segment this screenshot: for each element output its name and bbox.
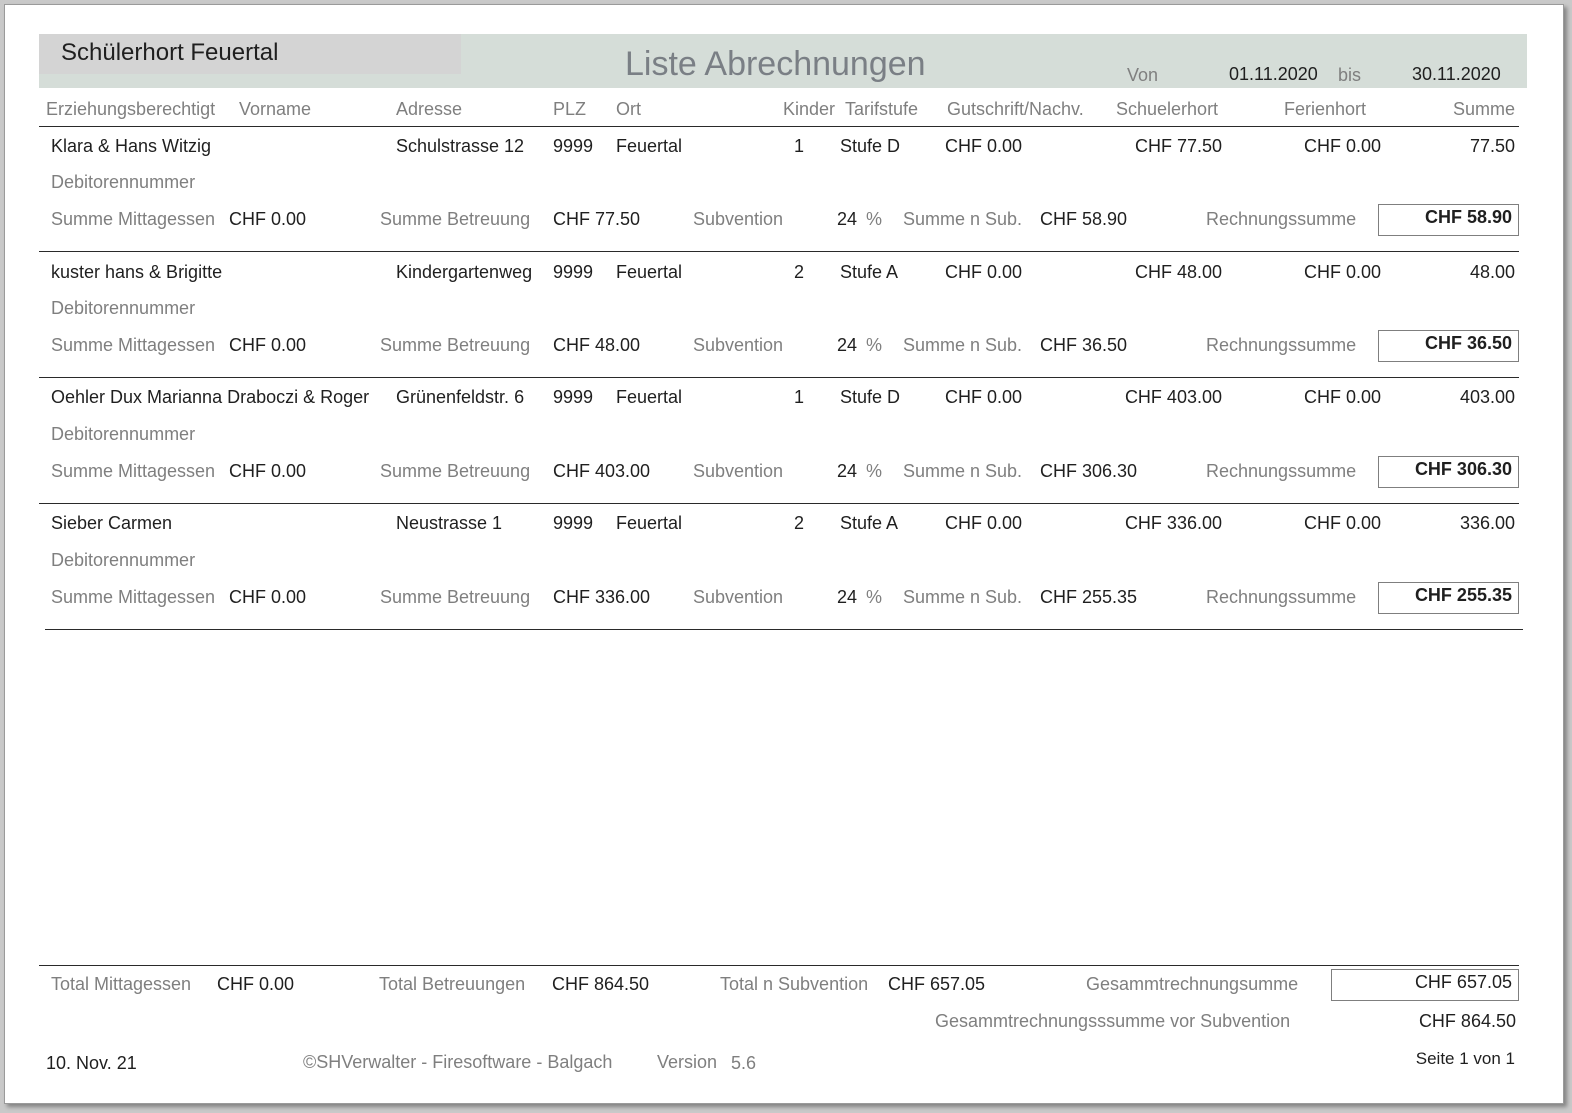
debitorennummer-label: Debitorennummer	[51, 172, 196, 192]
record-name: kuster hans & Brigitte	[51, 262, 223, 282]
record-schuelerhort: CHF 77.50	[1134, 136, 1222, 156]
totals-rule	[39, 965, 1519, 966]
subvention-label: Subvention	[693, 461, 784, 481]
record-ferienhort: CHF 0.00	[1304, 262, 1382, 282]
summe-betreuung-value: CHF 48.00	[553, 335, 641, 355]
rechnungssumme-value: CHF 36.50	[1378, 330, 1519, 362]
summe-mittagessen-label: Summe Mittagessen	[51, 461, 216, 481]
version-number: 5.6	[731, 1053, 757, 1073]
von-label: Von	[1127, 65, 1159, 85]
total-mittagessen-value: CHF 0.00	[217, 974, 295, 994]
print-date: 10. Nov. 21	[46, 1053, 137, 1073]
record-name: Sieber Carmen	[51, 513, 173, 533]
summe-betreuung-value: CHF 336.00	[553, 587, 651, 607]
rechnungssumme-label: Rechnungssumme	[1206, 209, 1357, 229]
copyright: ©SHVerwalter - Firesoftware - Balgach	[303, 1052, 613, 1072]
summe-betreuung-label: Summe Betreuung	[380, 209, 531, 229]
rechnungssumme-label: Rechnungssumme	[1206, 335, 1357, 355]
page-number: Seite 1 von 1	[1415, 1049, 1515, 1068]
summe-mittagessen-label: Summe Mittagessen	[51, 335, 216, 355]
version-label: Version	[657, 1052, 718, 1072]
debitorennummer-label: Debitorennummer	[51, 424, 196, 444]
record-adresse: Kindergartenweg	[396, 262, 533, 282]
summe-mittagessen-value: CHF 0.00	[229, 209, 307, 229]
total-betreuungen-value: CHF 864.50	[552, 974, 650, 994]
subvention-label: Subvention	[693, 335, 784, 355]
gesamt-vor-sub-value: CHF 864.50	[1418, 1011, 1516, 1031]
report-title: Liste Abrechnungen	[625, 45, 926, 83]
debitorennummer-label: Debitorennummer	[51, 550, 196, 570]
summe-betreuung-label: Summe Betreuung	[380, 461, 531, 481]
record-name: Klara & Hans Witzig	[51, 136, 212, 156]
col-erziehungsberechtigt: Erziehungsberechtigt	[46, 99, 216, 119]
von-date: 01.11.2020	[1229, 64, 1318, 84]
summe-betreuung-label: Summe Betreuung	[380, 335, 531, 355]
summe-mittagessen-value: CHF 0.00	[229, 587, 307, 607]
summe-n-sub-value: CHF 255.35	[1040, 587, 1138, 607]
col-ort: Ort	[616, 99, 641, 119]
summe-n-sub-label: Summe n Sub.	[903, 209, 1023, 229]
col-adresse: Adresse	[396, 99, 463, 119]
bis-label: bis	[1338, 65, 1362, 85]
percent-sign: %	[866, 209, 883, 229]
record-divider	[45, 629, 1523, 630]
record-schuelerhort: CHF 336.00	[1124, 513, 1222, 533]
subvention-value: 24	[837, 461, 858, 481]
header-rule	[39, 126, 1519, 127]
col-ferienhort: Ferienhort	[1284, 99, 1367, 119]
record-gutschrift: CHF 0.00	[945, 513, 1023, 533]
record-kinder: 1	[794, 387, 805, 407]
organization-name: Schülerhort Feuertal	[61, 39, 279, 66]
rechnungssumme-value: CHF 58.90	[1378, 204, 1519, 236]
record-tarifstufe: Stufe A	[840, 513, 899, 533]
record-kinder: 1	[794, 136, 805, 156]
record-divider	[39, 377, 1519, 378]
col-kinder: Kinder	[783, 99, 836, 119]
summe-n-sub-value: CHF 306.30	[1040, 461, 1138, 481]
record-summe: 403.00	[1459, 387, 1515, 407]
report-page	[4, 4, 1564, 1104]
record-plz: 9999	[553, 387, 594, 407]
subvention-label: Subvention	[693, 209, 784, 229]
record-tarifstufe: Stufe D	[840, 136, 901, 156]
total-n-subvention-label: Total n Subvention	[720, 974, 869, 994]
summe-n-sub-label: Summe n Sub.	[903, 335, 1023, 355]
total-betreuungen-label: Total Betreuungen	[379, 974, 526, 994]
record-divider	[39, 251, 1519, 252]
percent-sign: %	[866, 335, 883, 355]
record-ferienhort: CHF 0.00	[1304, 387, 1382, 407]
record-schuelerhort: CHF 48.00	[1134, 262, 1222, 282]
record-gutschrift: CHF 0.00	[945, 136, 1023, 156]
percent-sign: %	[866, 587, 883, 607]
record-kinder: 2	[794, 262, 805, 282]
summe-mittagessen-value: CHF 0.00	[229, 335, 307, 355]
subvention-value: 24	[837, 587, 858, 607]
record-ort: Feuertal	[616, 262, 683, 282]
record-adresse: Neustrasse 1	[396, 513, 503, 533]
summe-n-sub-label: Summe n Sub.	[903, 587, 1023, 607]
gesamt-value: CHF 657.05	[1331, 969, 1519, 1001]
col-summe: Summe	[1452, 99, 1515, 119]
total-n-subvention-value: CHF 657.05	[888, 974, 986, 994]
record-ferienhort: CHF 0.00	[1304, 513, 1382, 533]
record-adresse: Grünenfeldstr. 6	[396, 387, 525, 407]
col-plz: PLZ	[553, 99, 587, 119]
rechnungssumme-label: Rechnungssumme	[1206, 461, 1357, 481]
record-summe: 336.00	[1459, 513, 1515, 533]
record-plz: 9999	[553, 513, 594, 533]
record-gutschrift: CHF 0.00	[945, 387, 1023, 407]
gesamt-label: Gesammtrechnungsumme	[1086, 974, 1299, 994]
total-mittagessen-label: Total Mittagessen	[51, 974, 192, 994]
record-gutschrift: CHF 0.00	[945, 262, 1023, 282]
record-tarifstufe: Stufe D	[840, 387, 901, 407]
record-plz: 9999	[553, 136, 594, 156]
col-tarifstufe: Tarifstufe	[845, 99, 919, 119]
gesamt-vor-sub-label: Gesammtrechnungsssumme vor Subvention	[935, 1011, 1291, 1031]
summe-mittagessen-value: CHF 0.00	[229, 461, 307, 481]
record-ferienhort: CHF 0.00	[1304, 136, 1382, 156]
subvention-value: 24	[837, 335, 858, 355]
col-schuelerhort: Schuelerhort	[1116, 99, 1219, 119]
record-name: Oehler Dux Marianna Draboczi & Roger	[51, 387, 370, 407]
summe-n-sub-label: Summe n Sub.	[903, 461, 1023, 481]
record-tarifstufe: Stufe A	[840, 262, 899, 282]
summe-betreuung-value: CHF 77.50	[553, 209, 641, 229]
debitorennummer-label: Debitorennummer	[51, 298, 196, 318]
record-ort: Feuertal	[616, 513, 683, 533]
record-ort: Feuertal	[616, 136, 683, 156]
summe-betreuung-label: Summe Betreuung	[380, 587, 531, 607]
record-kinder: 2	[794, 513, 805, 533]
record-divider	[39, 503, 1519, 504]
summe-n-sub-value: CHF 36.50	[1040, 335, 1128, 355]
record-summe: 77.50	[1469, 136, 1515, 156]
summe-betreuung-value: CHF 403.00	[553, 461, 651, 481]
subvention-value: 24	[837, 209, 858, 229]
bis-date: 30.11.2020	[1412, 64, 1501, 84]
summe-n-sub-value: CHF 58.90	[1040, 209, 1128, 229]
summe-mittagessen-label: Summe Mittagessen	[51, 587, 216, 607]
col-vorname: Vorname	[239, 99, 312, 119]
rechnungssumme-value: CHF 306.30	[1378, 456, 1519, 488]
rechnungssumme-label: Rechnungssumme	[1206, 587, 1357, 607]
subvention-label: Subvention	[693, 587, 784, 607]
rechnungssumme-value: CHF 255.35	[1378, 582, 1519, 614]
col-gutschrift: Gutschrift/Nachv.	[947, 99, 1084, 119]
record-summe: 48.00	[1469, 262, 1515, 282]
record-adresse: Schulstrasse 12	[396, 136, 525, 156]
record-ort: Feuertal	[616, 387, 683, 407]
record-schuelerhort: CHF 403.00	[1124, 387, 1222, 407]
summe-mittagessen-label: Summe Mittagessen	[51, 209, 216, 229]
record-plz: 9999	[553, 262, 594, 282]
percent-sign: %	[866, 461, 883, 481]
